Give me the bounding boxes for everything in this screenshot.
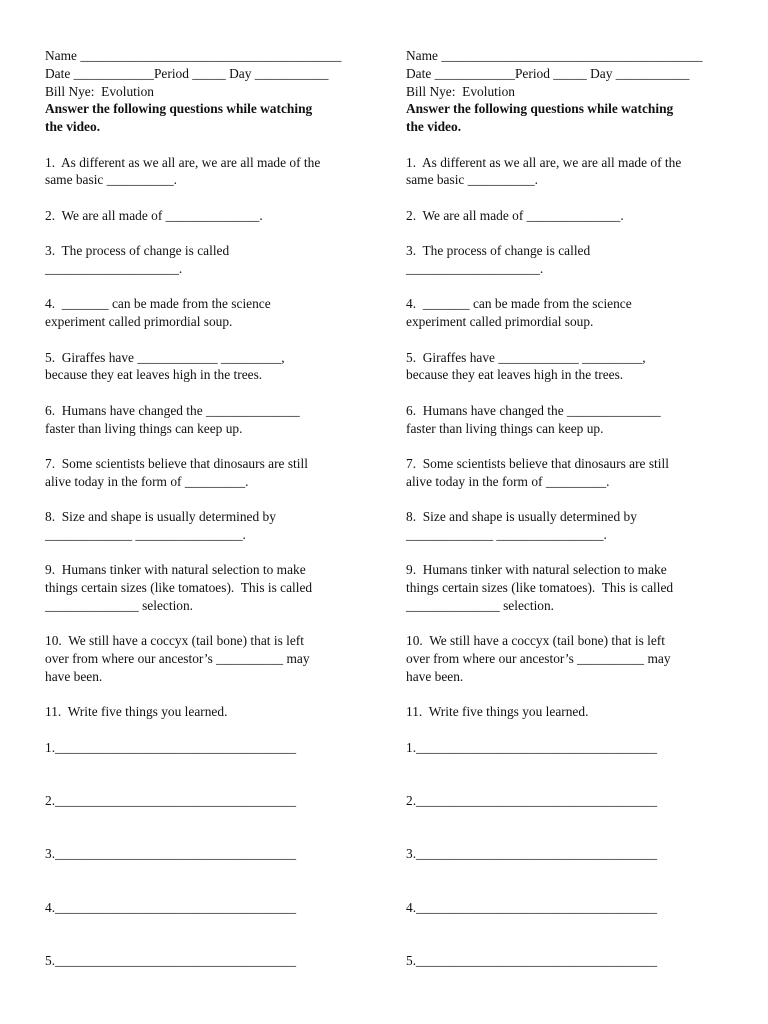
answer-line-5: 5.____________________________________	[45, 952, 297, 968]
name-line: Name _______________________________________	[406, 48, 703, 63]
question-11	[45, 703, 375, 721]
question-text: 3. The process of change is called	[45, 243, 230, 259]
question-text: things certain sizes (like tomatoes). This is called	[45, 580, 313, 596]
question-text: 10. We still have a coccyx (tail bone) that is left	[45, 633, 304, 649]
answer-line-3: 3.____________________________________	[45, 846, 297, 862]
question-3	[45, 242, 375, 278]
answer-line-1: 1.____________________________________	[45, 740, 297, 756]
answer-line-1: 1.____________________________________	[406, 740, 658, 756]
question-9	[406, 561, 736, 614]
question-text: 4. _______ can be made from the science	[45, 296, 271, 312]
instructions-line-1: Answer the following questions while watching	[45, 101, 313, 117]
question-text: 3. The process of change is called	[406, 243, 591, 259]
question-text: faster than living things can keep up.	[45, 420, 243, 436]
question-text: 1. As different as we all are, we are all made of the	[45, 154, 321, 170]
question-4	[45, 295, 375, 331]
question-text: 6. Humans have changed the ______________	[45, 402, 300, 418]
question-text: ____________________.	[406, 260, 544, 276]
question-7	[406, 455, 736, 491]
question-5	[406, 349, 736, 385]
question-text: 9. Humans tinker with natural selection to make	[406, 562, 667, 578]
answer-line-4: 4.____________________________________	[45, 899, 297, 915]
question-9	[45, 561, 375, 614]
instructions-line-2: the video.	[45, 119, 101, 135]
question-6	[406, 402, 736, 438]
question-text: 9. Humans tinker with natural selection to make	[45, 562, 306, 578]
question-5	[45, 349, 375, 385]
instructions-line-2: the video.	[406, 119, 462, 135]
question-text: 7. Some scientists believe that dinosaurs are still	[406, 455, 669, 471]
instructions-line-1: Answer the following questions while watching	[406, 101, 674, 117]
question-text: _____________ ________________.	[45, 526, 246, 542]
question-text: because they eat leaves high in the trees.	[45, 367, 263, 383]
answer-line-4: 4.____________________________________	[406, 899, 658, 915]
question-text: over from where our ancestor’s __________ may	[45, 651, 310, 667]
question-text: over from where our ancestor’s __________ may	[406, 651, 671, 667]
question-text: 2. We are all made of ______________.	[406, 207, 624, 223]
date-line: Date ____________Period _____ Day ___________	[45, 65, 329, 81]
question-text: things certain sizes (like tomatoes). This is called	[406, 580, 674, 596]
question-text: have been.	[406, 668, 464, 684]
question-2	[406, 207, 736, 225]
question-text: 5. Giraffes have ____________ _________,	[406, 349, 646, 365]
question-text: 6. Humans have changed the ______________	[406, 402, 661, 418]
question-text: because they eat leaves high in the trees.	[406, 367, 624, 383]
worksheet-copy-right	[406, 47, 736, 970]
question-text: faster than living things can keep up.	[406, 420, 604, 436]
question-text: 8. Size and shape is usually determined by	[45, 509, 276, 525]
answer-line-3: 3.____________________________________	[406, 846, 658, 862]
answer-line-2: 2.____________________________________	[45, 793, 297, 809]
question-text: alive today in the form of _________.	[406, 473, 610, 489]
question-text: 4. _______ can be made from the science	[406, 296, 632, 312]
question-10	[45, 632, 375, 685]
date-line: Date ____________Period _____ Day ___________	[406, 65, 690, 81]
worksheet-copy-left	[45, 47, 375, 970]
question-6	[45, 402, 375, 438]
question-text: ______________ selection.	[406, 597, 555, 613]
question-text: ______________ selection.	[45, 597, 194, 613]
question-8	[45, 508, 375, 544]
question-text: 1. As different as we all are, we are all made of the	[406, 154, 682, 170]
question-text: experiment called primordial soup.	[45, 314, 233, 330]
question-8	[406, 508, 736, 544]
question-text: 2. We are all made of ______________.	[45, 207, 263, 223]
name-line: Name _______________________________________	[45, 48, 342, 63]
question-4	[406, 295, 736, 331]
title-line: Bill Nye: Evolution	[45, 83, 154, 99]
question-1	[45, 154, 375, 190]
question-3	[406, 242, 736, 278]
title-line: Bill Nye: Evolution	[406, 83, 515, 99]
question-text: 11. Write five things you learned.	[45, 704, 228, 720]
question-11	[406, 703, 736, 721]
question-2	[45, 207, 375, 225]
question-text: 8. Size and shape is usually determined by	[406, 509, 637, 525]
question-7	[45, 455, 375, 491]
answer-line-2: 2.____________________________________	[406, 793, 658, 809]
answer-line-5: 5.____________________________________	[406, 952, 658, 968]
question-text: alive today in the form of _________.	[45, 473, 249, 489]
question-1	[406, 154, 736, 190]
question-text: same basic __________.	[406, 172, 539, 188]
question-text: same basic __________.	[45, 172, 178, 188]
question-text: have been.	[45, 668, 103, 684]
question-text: _____________ ________________.	[406, 526, 607, 542]
question-text: 11. Write five things you learned.	[406, 704, 589, 720]
question-text: 7. Some scientists believe that dinosaurs are still	[45, 455, 308, 471]
question-text: experiment called primordial soup.	[406, 314, 594, 330]
question-10	[406, 632, 736, 685]
answer-lines	[45, 739, 375, 970]
answer-lines	[406, 739, 736, 970]
question-text: ____________________.	[45, 260, 183, 276]
question-text: 10. We still have a coccyx (tail bone) that is left	[406, 633, 665, 649]
question-text: 5. Giraffes have ____________ _________,	[45, 349, 285, 365]
